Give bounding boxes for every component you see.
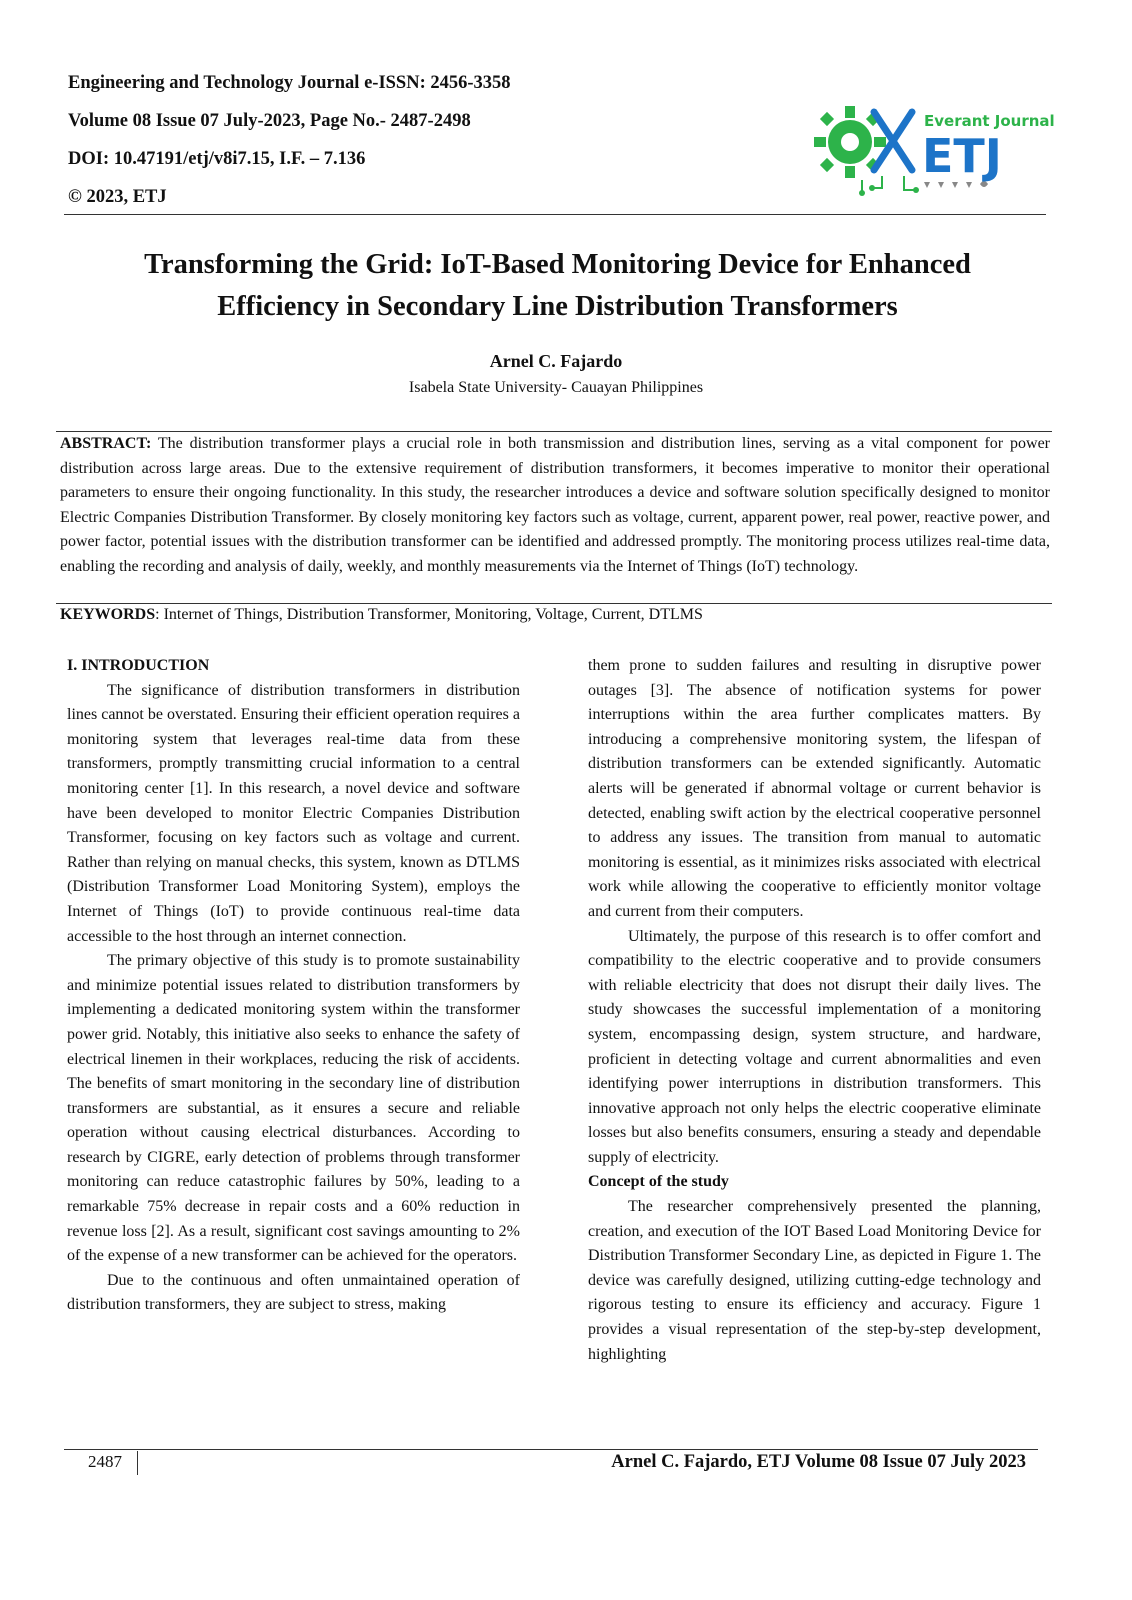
right-column [588,654,1041,1367]
header-divider [64,214,1046,215]
subheading-concept: Concept of the study [588,1173,729,1191]
logo-text-top: Everant Journal [924,112,1055,130]
concept-paragraph: The researcher comprehensively presented the planning, creation, and execution of the IOT Based Load Monitoring Device for Distribution Transformer Secondary Line, as depicted in Figure 1. The device was carefully designed, utilizing cutting-edge technology and rigorous testing to ensure its efficiency and accuracy. Figure 1 provides a visual representation of the step-by-step development, highlighting [588,1198,1041,1363]
intro-paragraph-1: The significance of distribution transformers in distribution lines cannot be overstated. Ensuring their efficient operation requires a monitoring system that leverages real-time data from these transformers, promptly transmitting crucial information to a central monitoring center [1]. In this research, a novel device and software have been developed to monitor Electric Companies Distribution Transformer, focusing on key factors such as voltage and current. Rather than relying on manual checks, this system, known as DTLMS (Distribution Transformer Load Monitoring System), employs the Internet of Things (IoT) to provide continuous real-time data accessible to the host through an internet connection. [67,681,520,945]
intro-paragraph-2: The primary objective of this study is to promote sustainability and minimize potential issues related to distribution transformers by implementing a dedicated monitoring system within the transformer power grid. Notably, this initiative also seeks to enhance the safety of electrical linemen in their workplaces, reducing the risk of accidents. The benefits of smart monitoring in the secondary line of distribution transformers are substantial, as it ensures a secure and reliable operation without causing electrical disturbances. According to research by CIGRE, early detection of problems through transformer monitoring can reduce catastrophic failures by 50%, leading to a remarkable 75% decrease in repair costs and a 60% reduction in revenue loss [2]. As a result, significant cost savings amounting to 2% of the expense of a new transformer can be achieved for the operators. [67,952,520,1265]
footer-divider [64,1449,1038,1450]
journal-doi-line: DOI: 10.47191/etj/v8i7.15, I.F. – 7.136 [68,149,366,169]
logo-text-main: ETJ [922,129,1002,183]
abstract-text: The distribution transformer plays a crucial role in both transmission and distribution lines, serving as a vital component for power distribution across large areas. Due to the extensive requirement of distribution transformers, it becomes imperative to monitor their operational parameters to ensure their ongoing functionality. In this study, the researcher introduces a device and software solution specifically designed to monitor Electric Companies Distribution Transformer. By closely monitoring key factors such as voltage, current, apparent power, real power, reactive power, and power factor, potential issues with the distribution transformer can be identified and addressed promptly. The monitoring process utilizes real-time data, enabling the recording and analysis of daily, weekly, and monthly measurements via the Internet of Things (IoT) technology. [60,435,1050,575]
journal-volume-line: Volume 08 Issue 07 July-2023, Page No.- 2487-2498 [68,111,471,131]
journal-header [68,64,768,216]
author-name: Arnel C. Fajardo [489,351,623,371]
abstract [60,432,1050,580]
journal-issn-line: Engineering and Technology Journal e-ISSN: 2456-3358 [68,73,511,93]
keywords [60,603,1050,628]
footer-separator [137,1451,138,1475]
abstract-label: ABSTRACT: [60,435,152,452]
etj-logo [812,96,1055,200]
intro-paragraph-3: Due to the continuous and often unmaintained operation of distribution transformers, they are subject to stress, making [67,1271,520,1314]
page-number: 2487 [88,1452,122,1471]
section-heading-introduction: I. INTRODUCTION [67,657,210,674]
right-paragraph-2: Ultimately, the purpose of this research is to offer comfort and compatibility to the electric cooperative and to provide consumers with reliable electricity that does not disrupt their daily lives. The study showcases the successful implementation of a monitoring system, encompassing design, system structure, and hardware, proficient in detecting voltage and current abnormalities and even identifying power interruptions in distribution transformers. This innovative approach not only helps the electric cooperative eliminate losses but also benefits consumers, ensuring a steady and dependable supply of electricity. [588,927,1041,1166]
gear-circuit-logo-icon [812,96,1055,200]
author-affiliation: Isabela State University- Cauayan Philippines [408,379,704,396]
keywords-label: KEYWORDS [60,606,156,623]
paper-title: Transforming the Grid: IoT-Based Monitoring Device for Enhanced Efficiency in Secondary Line Distribution Transformers [144,249,971,322]
left-column [67,654,520,1318]
keywords-text: : Internet of Things, Distribution Transformer, Monitoring, Voltage, Current, DTLMS [155,606,703,623]
right-paragraph-1: them prone to sudden failures and resulting in disruptive power outages [3]. The absence of notification systems for power interruptions within the area further complicates matters. By introducing a comprehensive monitoring system, the lifespan of distribution transformers can be extended significantly. Automatic alerts will be generated if abnormal voltage or current behavior is detected, enabling swift action by the electrical cooperative personnel to address any issues. The transition from manual to automatic monitoring is essential, as it minimizes risks associated with electrical work while allowing the cooperative to efficiently monitor voltage and current from their computers. [588,657,1041,920]
journal-copyright-line: © 2023, ETJ [68,187,167,207]
footer-citation: Arnel C. Fajardo, ETJ Volume 08 Issue 07 July 2023 [611,1452,1026,1472]
